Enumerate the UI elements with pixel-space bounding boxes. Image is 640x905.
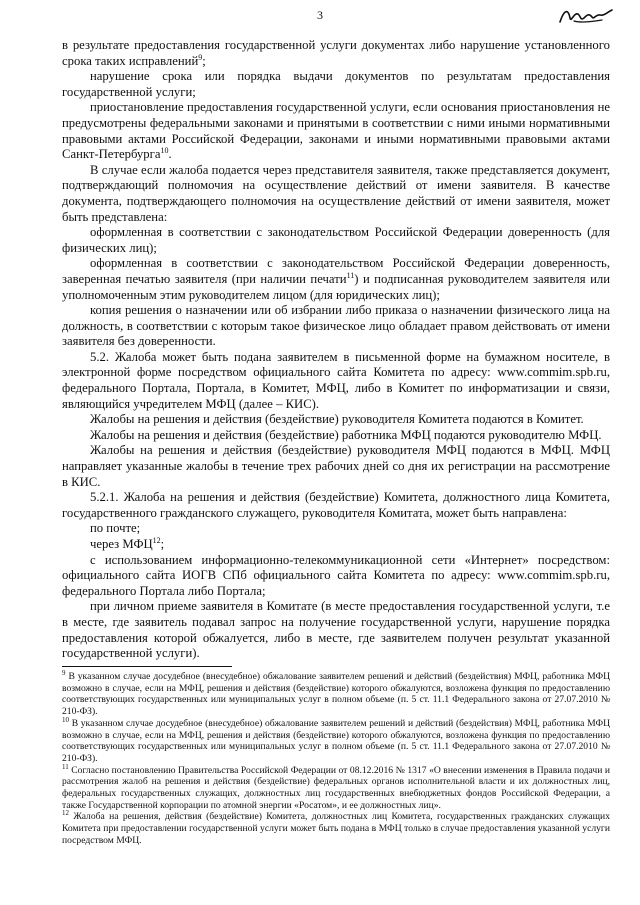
body-paragraph: В случае если жалоба подается через представителя заявителя, также представляется документ, подтверждающий полномочия на осуществление действий от имени заявителя. В качестве документа, подтверждающего полномочия на осуществление действий от имени заявителя, может быть представлена: <box>62 162 610 224</box>
body-paragraph: по почте; <box>90 521 141 536</box>
body-paragraph: в результате предоставления государственной услуги документах либо нарушение установленного срока таких исправлений$^9$; <box>62 38 610 68</box>
body-paragraph: Жалобы на решения и действия (бездействие) работника МФЦ подаются руководителю МФЦ. <box>90 427 602 442</box>
footnote-ref: 9 <box>198 52 203 62</box>
body-paragraph: Жалобы на решения и действия (бездействие) руководителя МФЦ подаются в МФЦ. МФЦ направляет указанные жалобы в течение трех рабочих дней со дня их регистрации на рассмотрение в КИС. <box>62 443 610 489</box>
body-paragraph: 5.2. Жалоба может быть подана заявителем в письменной форме на бумажном носителе, в электронной форме посредством официального сайта Комитета по адресу: www.commim.spb.ru, федерального Портала, Портала, в Комитет, МФЦ, либо в Комитет по информатизации и связи, являющийся учредителем МФЦ (далее – КИС). <box>62 349 610 411</box>
body-paragraph: оформленная в соответствии с законодательством Российской Федерации доверенность (для физических лиц); <box>62 225 610 255</box>
footnote: $^9$ В указанном случае досудебное (внесудебное) обжалование заявителем решений и действий (бездействия) МФЦ, работника МФЦ возможно в случае, если на МФЦ, решения и действия (бездействие) которого обжалуются, возложена функция по предоставлению соответствующих государственных или муниципальных услуг в полном объеме (п. 5 ст. 11.1 Федерального закона от 27.07.2010 № 210-ФЗ). <box>62 668 610 718</box>
page-number: 3 <box>317 8 323 22</box>
body-paragraph: Жалобы на решения и действия (бездействие) руководителя Комитета подаются в Комитет. <box>90 412 584 427</box>
body-paragraph: при личном приеме заявителя в Комитате (в месте предоставления государственной услуги, т.е в месте, где заявитель подавал запрос на получение государственной услуги, нарушение порядка предоставления которой обжалуется, либо в месте, где заявителем получен результат указанной государственной услуги). <box>62 599 610 661</box>
body-paragraph: копия решения о назначении или об избрании либо приказа о назначении физического лица на должность, в соответствии с которым такое физическое лицо обладает правом действовать от имени заявителя без доверенности. <box>62 303 610 349</box>
footnote: $^{11}$ Согласно постановлению Правительства Российской Федерации от 08.12.2016 № 1317 «О внесении изменения в Правила подачи и рассмотрения жалоб на решения и действия (бездействие) федеральных органов исполнительной власти и их должностных лиц, федеральных государственных служащих, должностных лиц государственных внебюджетных фондов Российской Федерации, а также Государственной корпорации по атомной энергии «Росатом», и ее должностных лиц». <box>62 762 611 811</box>
footnote-number: 9 <box>62 668 66 677</box>
body-paragraph: с использованием информационно-телекоммуникационной сети «Интернет» посредством: официального сайта ИОГВ СПб официального сайта Комитета по адресу: www.commim.spb.ru, федерального Портала либо Портала; <box>62 552 610 598</box>
footnote-number: 11 <box>62 762 69 771</box>
footnote-divider <box>62 666 232 667</box>
footnote: $^{10}$ В указанном случае досудебное (внесудебное) обжалование заявителем решений и действий (бездействия) МФЦ, работника МФЦ возможно в случае, если на МФЦ, решения и действия (бездействие) которого обжалуются, возложена функция по предоставлению соответствующих государственных или муниципальных услуг в полном объеме (п. 5 ст. 11.1 Федерального закона от 27.07.2010 № 210-ФЗ). <box>62 715 610 764</box>
body-paragraph: оформленная в соответствии с законодательством Российской Федерации доверенность, заверенная печатью заявителя (при наличии печати$^{11}$) и подписанная руководителем заявителя или уполномоченным этим руководителем лицом (для юридических лиц); <box>62 256 610 302</box>
footnote-ref: 12 <box>152 535 161 545</box>
body-paragraph: нарушение срока или порядка выдачи документов по результатам предоставления государственной услуги; <box>62 69 610 99</box>
footnotes <box>62 668 611 847</box>
handwritten-signature <box>556 4 616 28</box>
footnote-ref: 10 <box>160 145 169 155</box>
footnote-number: 12 <box>62 809 69 818</box>
body-paragraph: приостановление предоставления государственной услуги, если основания приостановления не предусмотрены федеральными законами и принятыми в соответствии с ними иными нормативными правовыми актами Российской Федерации, законами и иными нормативными правовыми актами Санкт-Петербурга$^{10}$. <box>62 100 610 162</box>
footnote: $^{12}$ Жалоба на решения, действия (бездействие) Комитета, должностных лиц Комитета, государственных гражданских служащих Комитета при предоставлении государственной услуги может быть подана в МФЦ только в случае предоставления указанной услуги посредством МФЦ. <box>62 809 610 846</box>
footnote-number: 10 <box>62 715 69 724</box>
body-text <box>62 38 610 662</box>
body-paragraph: через МФЦ$^{12}$; <box>90 535 165 551</box>
body-paragraph: 5.2.1. Жалоба на решения и действия (бездействие) Комитета, должностного лица Комитета, государственного гражданского служащего, руководителя Комитата, может быть направлена: <box>62 490 610 520</box>
footnote-ref: 11 <box>346 270 355 280</box>
